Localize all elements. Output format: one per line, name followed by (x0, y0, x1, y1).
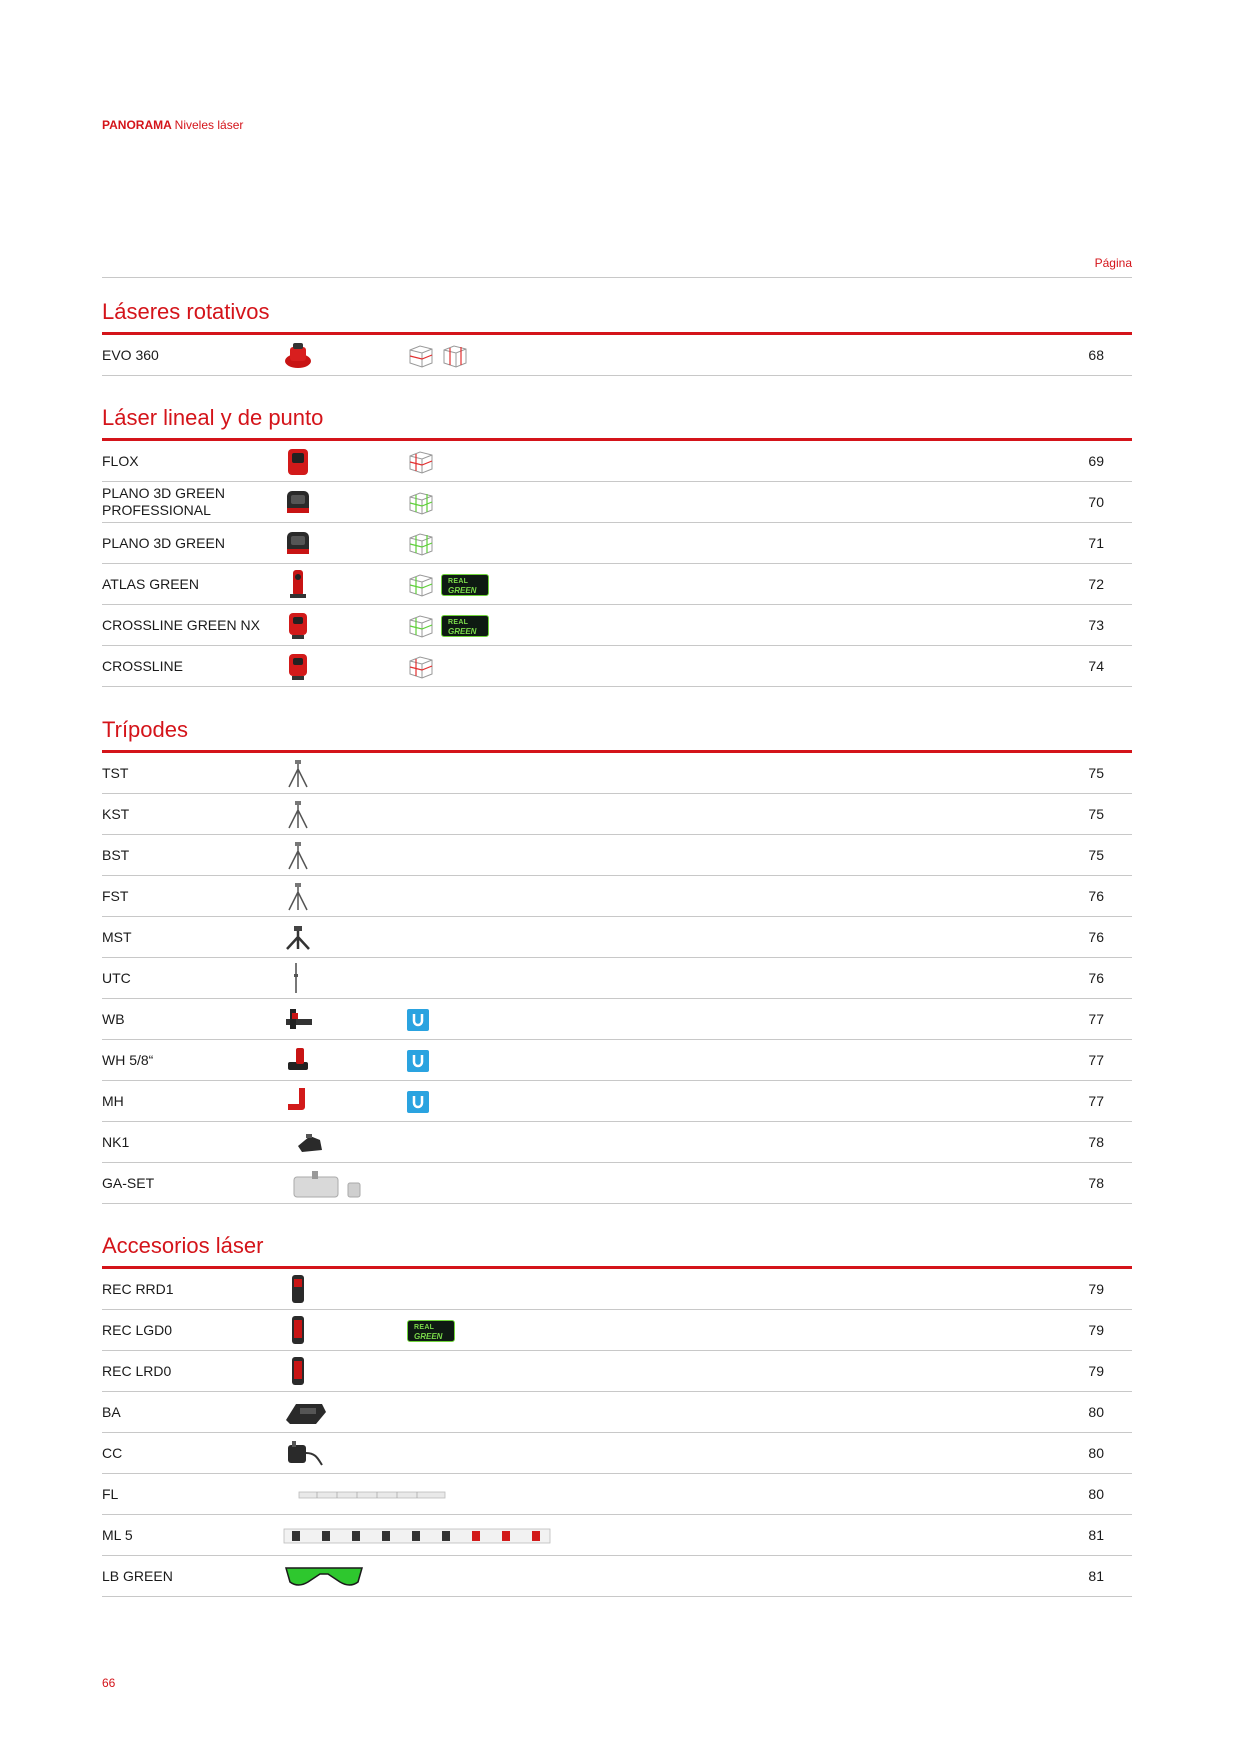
magnet-mount-icon (407, 1009, 429, 1031)
table-row[interactable] (102, 1269, 1132, 1310)
line-laser-cube-green-icon (407, 614, 435, 638)
feature-icons (407, 490, 435, 516)
badge-word-text: GREEN (448, 627, 477, 636)
product-name: PLANO 3D GREEN (102, 534, 225, 551)
product-name: WB (102, 1010, 125, 1027)
charger-thumbnail (282, 1437, 330, 1469)
real-green-badge-icon (407, 1320, 455, 1342)
product-name: PLANO 3D GREEN PROFESSIONAL (102, 485, 225, 518)
line-laser-cube-green-icon (407, 573, 435, 597)
running-header (102, 118, 243, 132)
table-row[interactable] (102, 335, 1132, 376)
table-row[interactable] (102, 1310, 1132, 1351)
real-green-badge-icon (441, 615, 489, 637)
battery-adapter-thumbnail (282, 1396, 330, 1428)
line-laser-cube-green-icon (407, 491, 435, 515)
product-name: CROSSLINE GREEN NX (102, 616, 260, 633)
telescopic-pole-thumbnail (282, 962, 314, 994)
page-number: 80 (1088, 1404, 1104, 1420)
product-name: WH 5/8“ (102, 1051, 154, 1068)
magnet-mount-icon (407, 1050, 429, 1072)
line-laser-thumbnail (282, 445, 314, 477)
product-name: TST (102, 764, 129, 781)
line-laser-thumbnail (282, 486, 314, 518)
table-row[interactable] (102, 1392, 1132, 1433)
product-name: EVO 360 (102, 346, 159, 363)
page-number: 75 (1088, 806, 1104, 822)
section-title-tripods: Trípodes (102, 717, 189, 742)
product-name: UTC (102, 969, 131, 986)
table-row[interactable] (102, 482, 1132, 523)
page-number: 78 (1088, 1134, 1104, 1150)
product-name: ML 5 (102, 1526, 133, 1543)
feature-icons (407, 613, 489, 639)
line-laser-cube-icon (407, 344, 435, 368)
page-number: 68 (1088, 347, 1104, 363)
page-number: 74 (1088, 658, 1104, 674)
line-laser-thumbnail (282, 609, 314, 641)
product-name: BST (102, 846, 130, 863)
page-number: 69 (1088, 453, 1104, 469)
magnet-mount-icon (407, 1091, 429, 1113)
page-number: 79 (1088, 1322, 1104, 1338)
product-name: GA-SET (102, 1174, 155, 1191)
magnet-holder-thumbnail (282, 1085, 314, 1117)
table-row[interactable] (102, 1474, 1132, 1515)
page-number: 79 (1088, 1281, 1104, 1297)
line-laser-cube-green-icon (407, 532, 435, 556)
page-number: 80 (1088, 1445, 1104, 1461)
table-row[interactable] (102, 917, 1132, 958)
product-name: CC (102, 1444, 123, 1461)
receiver-thumbnail (282, 1273, 314, 1305)
table-row[interactable] (102, 564, 1132, 605)
page-number: 75 (1088, 765, 1104, 781)
feature-icons (407, 531, 435, 557)
table-row[interactable] (102, 1081, 1132, 1122)
table-row[interactable] (102, 1163, 1132, 1204)
running-header-rest: Niveles láser (174, 118, 244, 132)
badge-top-text: REAL (448, 578, 469, 585)
receiver-thumbnail (282, 1314, 314, 1346)
page-number: 79 (1088, 1363, 1104, 1379)
line-laser-thumbnail (282, 650, 314, 682)
page-number: 72 (1088, 576, 1104, 592)
badge-top-text: REAL (448, 619, 469, 626)
product-name: REC RRD1 (102, 1280, 174, 1297)
feature-icons (407, 1318, 455, 1344)
section-title-rotary: Láseres rotativos (102, 299, 270, 324)
rotary-laser-thumbnail (282, 339, 314, 371)
tripod-thumbnail (282, 880, 314, 912)
real-green-badge-icon (441, 574, 489, 596)
badge-word-text: GREEN (414, 1332, 443, 1341)
page-number: 77 (1088, 1093, 1104, 1109)
product-name: FST (102, 887, 129, 904)
line-laser-cube-icon (441, 344, 469, 368)
table-row[interactable] (102, 1515, 1132, 1556)
tripod-thumbnail (282, 839, 314, 871)
product-name: MH (102, 1092, 124, 1109)
table-row[interactable] (102, 605, 1132, 646)
page-number: 81 (1088, 1568, 1104, 1584)
line-laser-cube-red-icon (407, 450, 435, 474)
page-number: 76 (1088, 929, 1104, 945)
table-row[interactable] (102, 1556, 1132, 1597)
feature-icons (407, 449, 435, 475)
table-row[interactable] (102, 646, 1132, 687)
table-row[interactable] (102, 441, 1132, 482)
page-number: 81 (1088, 1527, 1104, 1543)
page-number: 75 (1088, 847, 1104, 863)
product-name: REC LRD0 (102, 1362, 172, 1379)
laser-glasses-thumbnail (282, 1560, 366, 1592)
product-name: ATLAS GREEN (102, 575, 199, 592)
line-laser-cube-red-icon (407, 655, 435, 679)
table-row[interactable] (102, 1433, 1132, 1474)
wall-bracket-thumbnail (282, 1003, 314, 1035)
page-number: 77 (1088, 1052, 1104, 1068)
running-header-bold: PANORAMA (102, 118, 172, 132)
page-number: 78 (1088, 1175, 1104, 1191)
mini-tripod-thumbnail (282, 921, 314, 953)
table-row[interactable] (102, 876, 1132, 917)
table-row[interactable] (102, 753, 1132, 794)
page-folio: 66 (102, 1676, 116, 1690)
table-row[interactable] (102, 1351, 1132, 1392)
feature-icons (407, 343, 469, 369)
section-title-accessories: Accesorios láser (102, 1233, 264, 1258)
product-name: KST (102, 805, 130, 822)
product-name: REC LGD0 (102, 1321, 173, 1338)
feature-icons (407, 654, 435, 680)
table-row[interactable] (102, 999, 1132, 1040)
section-title-line-laser: Láser lineal y de punto (102, 405, 324, 430)
page-number: 76 (1088, 888, 1104, 904)
page-number: 70 (1088, 494, 1104, 510)
wall-holder-thumbnail (282, 1044, 314, 1076)
table-row[interactable] (102, 523, 1132, 564)
tripod-thumbnail (282, 757, 314, 789)
page-number: 73 (1088, 617, 1104, 633)
folding-ruler-thumbnail (297, 1478, 447, 1510)
measuring-staff-thumbnail (282, 1519, 552, 1551)
product-name: NK1 (102, 1133, 130, 1150)
badge-word-text: GREEN (448, 586, 477, 595)
product-name: CROSSLINE (102, 657, 183, 674)
page-number: 77 (1088, 1011, 1104, 1027)
page-number: 76 (1088, 970, 1104, 986)
badge-top-text: REAL (414, 1324, 435, 1331)
feature-icons (407, 1089, 429, 1115)
feature-icons (407, 1007, 429, 1033)
tripod-thumbnail (282, 798, 314, 830)
feature-icons (407, 572, 489, 598)
page-number: 71 (1088, 535, 1104, 551)
page-number: 80 (1088, 1486, 1104, 1502)
line-laser-thumbnail (282, 527, 314, 559)
page-column-label: Página (1094, 256, 1132, 270)
feature-icons (407, 1048, 429, 1074)
product-name: BA (102, 1403, 121, 1420)
tilting-head-thumbnail (282, 1126, 338, 1158)
top-divider (102, 277, 1132, 278)
line-laser-thumbnail (282, 568, 314, 600)
adapter-set-thumbnail (282, 1167, 382, 1199)
table-row[interactable] (102, 1122, 1132, 1163)
product-name: LB GREEN (102, 1567, 173, 1584)
table-row[interactable] (102, 794, 1132, 835)
product-name: FL (102, 1485, 119, 1502)
product-name: FLOX (102, 452, 139, 469)
product-name: MST (102, 928, 132, 945)
receiver-thumbnail (282, 1355, 314, 1387)
table-row[interactable] (102, 958, 1132, 999)
table-row[interactable] (102, 1040, 1132, 1081)
table-row[interactable] (102, 835, 1132, 876)
